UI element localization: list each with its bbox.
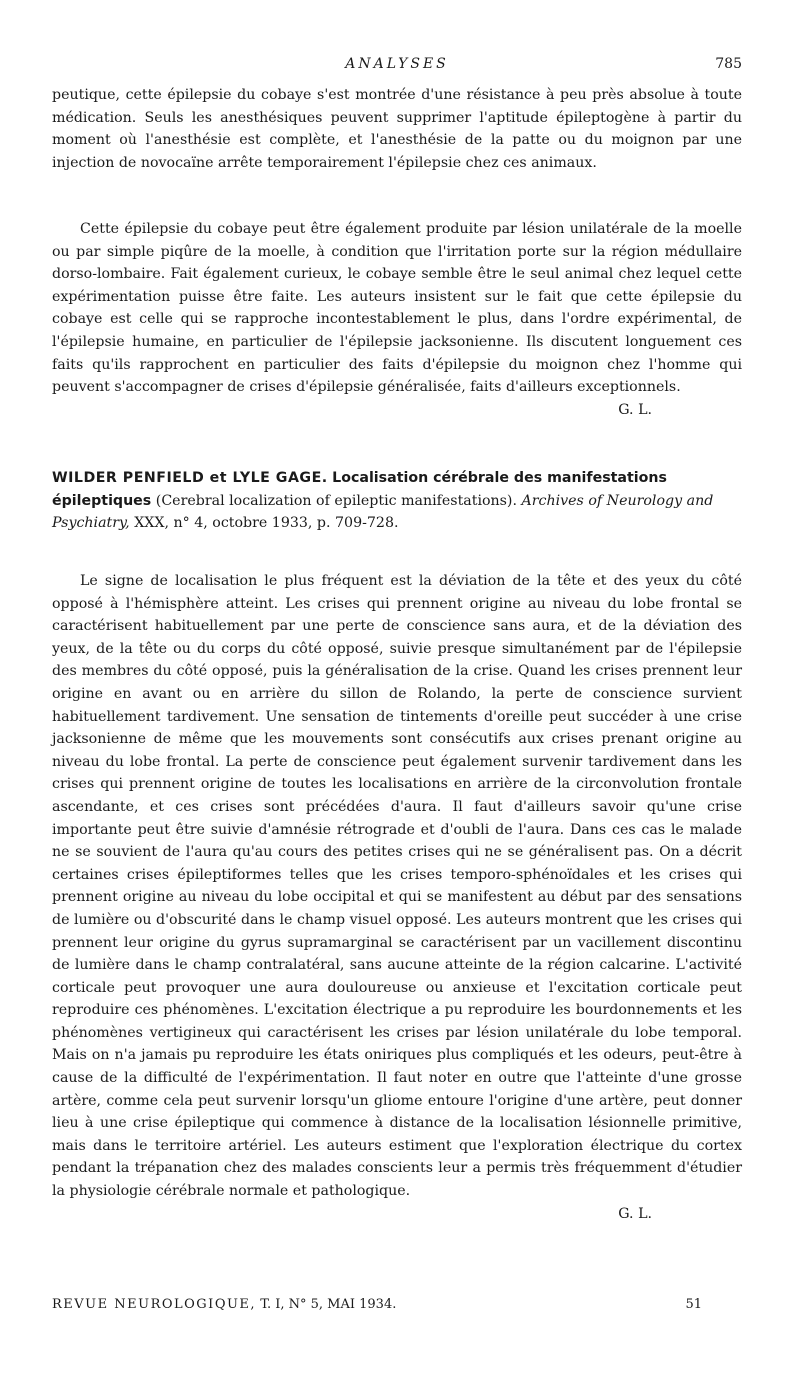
running-title: ANALYSES bbox=[345, 56, 449, 72]
page-header bbox=[52, 50, 742, 72]
article-journal: Archives of Neurology and Psychiatry, bbox=[52, 492, 714, 532]
page-number: 785 bbox=[715, 56, 742, 72]
paragraph-text: Cette épilepsie du cobaye peut être également produite par lésion unilatérale de la moelle ou par simple piqûre de la moelle, à condition que l'irritation porte sur la région médullaire dorso-lombaire. Fait également curieux, le cobaye semble être le seul animal chez lequel cette expérimentation puisse être faite. Les auteurs insistent sur le fait que cette épilepsie du cobaye est celle qui se rapproche incontestablement le plus, dans l'ordre expérimental, de l'épilepsie humaine, en particulier de l'épilepsie jacksonienne. Ils discutent longuement ces faits qu'ils rapprochent en particulier des faits d'épilepsie du moignon chez l'homme qui peuvent s'accompagner de crises d'épilepsie généralisée, faits d'ailleurs exceptionnels. bbox=[52, 221, 742, 396]
footer-issue: T. I, N° 5, MAI 1934. bbox=[260, 1297, 397, 1312]
footer-journal: REVUE NEUROLOGIQUE, bbox=[52, 1297, 257, 1312]
article-authors: WILDER PENFIELD et LYLE GAGE. bbox=[52, 470, 328, 486]
article-heading bbox=[52, 467, 742, 535]
article-title: Localisation cérébrale des manifestations épileptiques bbox=[52, 470, 667, 509]
reviewer-signature: G. L. bbox=[618, 401, 652, 418]
paragraph-text: Le signe de localisation le plus fréquent est la déviation de la tête et des yeux du côté opposé à l'hémisphère atteint. Les crises qui prennent origine au niveau du lobe frontal se caractérisent habituellement par une perte de conscience sans aura, et de la déviation des yeux, de la tête ou du corps du côté opposé, suivie presque simultanément par de l'épilepsie des membres du côté opposé, puis la généralisation de la crise. Quand les crises prennent leur origine en avant ou en arrière du sillon de Rolando, la perte de conscience survient habituellement tardivement. Une sensation de tintements d'oreille peut succéder à une crise jacksonienne de même que les mouvements sont consécutifs aux crises prenant origine au niveau du lobe frontal. La perte de conscience peut également survenir tardivement dans les crises qui prennent origine de toutes les localisations en arrière de la circonvolution frontale ascendante, et ces crises sont précédées d'aura. Il faut d'ailleurs savoir qu'une crise importante peut être suivie d'amnésie rétrograde et d'oubli de l'aura. Dans ces cas le malade ne se souvient de l'aura qu'au cours des petites crises qui ne se généralisent pas. On a décrit certaines crises épileptiformes telles que les crises temporo-sphénoïdales et les crises qui prennent origine au niveau du lobe occipital et qui se manifestent au début par des sensations de lumière ou d'obscurité dans le champ visuel opposé. Les auteurs montrent que les crises qui prennent leur origine du gyrus supramarginal se caractérisent par un vacillement discontinu de lumière dans le champ contralatéral, sans aucune atteinte de la région calcarine. L'activité corticale peut provoquer une aura douloureuse ou anxieuse et l'excitation corticale peut reproduire ces phénomènes. L'excitation électrique a pu reproduire les bourdonnements et les phénomènes vertigineux qui caractérisent les crises par lésion unilatérale du lobe temporal. Mais on n'a jamais pu reproduire les états oniriques plus compliqués et les odeurs, peut-être à cause de la difficulté de l'expérimentation. Il faut noter en outre que l'atteinte d'une grosse artère, comme cela peut survenir lorsqu'un gliome entoure l'origine d'une artère, peut donner lieu à une crise épileptique qui commence à distance de la localisation lésionnelle primitive, mais dans le territoire artériel. Les auteurs estiment que l'exploration électrique du cortex pendant la trépanation chez des malades conscients leur a permis très fréquemment d'étudier la physiologie cérébrale normale et pathologique. bbox=[52, 573, 742, 1200]
paragraph-penfield-review bbox=[52, 570, 742, 1225]
reviewer-signature: G. L. bbox=[618, 1205, 652, 1222]
paragraph-cobaye bbox=[52, 218, 742, 421]
paragraph-continuation bbox=[52, 84, 742, 174]
article-subtitle: (Cerebral localization of epileptic manifestations). bbox=[155, 492, 517, 509]
paragraph-text: peutique, cette épilepsie du cobaye s'est montrée d'une résistance à peu près absolue à toute médication. Seuls les anesthésiques peuvent supprimer l'aptitude épileptogène à partir du moment où l'anesthésie est complète, et l'anesthésie de la patte ou du moignon par une injection de novocaïne arrête temporairement l'épilepsie chez ces animaux. bbox=[52, 87, 742, 171]
page-footer bbox=[52, 1297, 742, 1312]
footer-signature-mark: 51 bbox=[685, 1297, 702, 1312]
article-citation: XXX, n° 4, octobre 1933, p. 709-728. bbox=[134, 515, 399, 532]
